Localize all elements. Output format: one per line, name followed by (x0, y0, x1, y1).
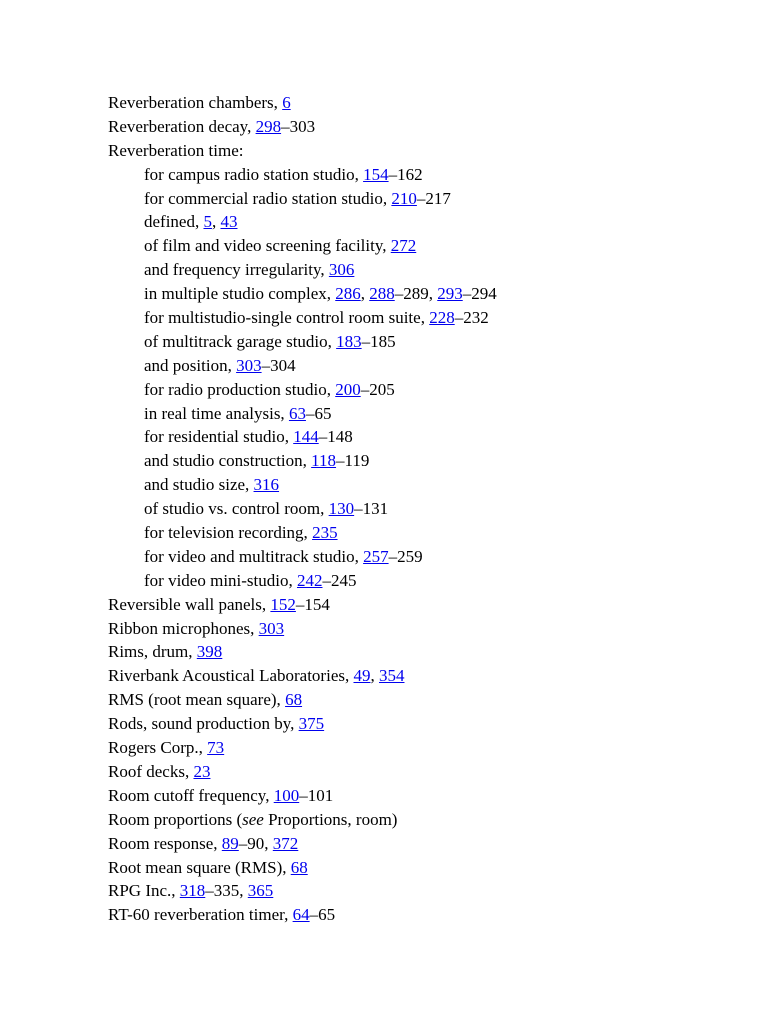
entry-text: Reverberation chambers, (108, 93, 283, 112)
index-subentry (108, 354, 728, 378)
page-link[interactable]: 354 (378, 666, 405, 686)
entry-text: , (370, 666, 379, 686)
index-entry (108, 115, 728, 139)
entry-text: in real time analysis, (144, 403, 289, 423)
index-entry (108, 736, 728, 760)
entry-text: –131 (354, 499, 389, 519)
page-link[interactable]: 64 (292, 905, 310, 925)
entry-text: and studio construction, (144, 451, 312, 471)
page-link[interactable]: 152 (270, 594, 296, 614)
page-link[interactable]: 235 (312, 523, 338, 543)
entry-text: –205 (360, 379, 395, 399)
entry-text: –232 (454, 308, 489, 328)
page-link[interactable]: 316 (253, 475, 280, 495)
index-subentry (108, 569, 728, 593)
index-entry (108, 808, 728, 832)
index-subentry (108, 521, 728, 545)
index-entry (108, 617, 728, 641)
page-link[interactable]: 68 (285, 690, 303, 710)
entry-text: –304 (261, 355, 296, 375)
index-entry (108, 91, 728, 115)
page-link[interactable]: 210 (391, 188, 417, 208)
entry-text: Reversible wall panels, (108, 594, 271, 614)
index-entry (108, 879, 728, 903)
entry-text: for television recording, (144, 523, 313, 543)
page-link[interactable]: 100 (273, 785, 300, 805)
entry-text: for video and multitrack studio, (144, 546, 364, 566)
entry-text: –101 (299, 785, 334, 805)
entry-text: Reverberation decay, (108, 116, 256, 136)
entry-text: and studio size, (144, 475, 254, 495)
page-link[interactable]: 144 (293, 427, 319, 447)
page-link[interactable]: 68 (290, 857, 308, 877)
entry-text: RT-60 reverberation timer, (108, 905, 293, 925)
entry-text: Rims, drum, (108, 642, 197, 662)
entry-text: Room proportions ( (108, 809, 243, 829)
index-entry (108, 760, 728, 784)
index-subentry (108, 282, 728, 306)
index-page (108, 91, 728, 927)
entry-text: of film and video screening facility, (144, 236, 391, 256)
index-subentry (108, 425, 728, 449)
page-link[interactable]: 242 (296, 570, 323, 590)
index-subentry (108, 187, 728, 211)
index-subentry (108, 402, 728, 426)
index-subentry (108, 449, 728, 473)
entry-text: Reverberation time: (108, 140, 244, 160)
index-entry (108, 664, 728, 688)
entry-text: for residential studio, (144, 427, 294, 447)
page-link[interactable]: 130 (328, 499, 355, 519)
page-link[interactable]: 306 (328, 260, 355, 280)
page-link[interactable]: 49 (353, 666, 371, 686)
page-link[interactable]: 228 (429, 308, 455, 328)
entry-text: Rogers Corp., (108, 738, 208, 758)
entry-text: –90, (238, 833, 273, 853)
page-link[interactable]: 318 (179, 881, 206, 901)
page-link[interactable]: 43 (220, 212, 238, 232)
entry-text: of studio vs. control room, (144, 499, 329, 519)
entry-text: and frequency irregularity, (144, 260, 329, 280)
index-entry (108, 688, 728, 712)
index-subentry (108, 306, 728, 330)
entry-text: for radio production studio, (144, 379, 336, 399)
index-subentry (108, 545, 728, 569)
entry-text: for video mini-studio, (144, 570, 297, 590)
page-link[interactable]: 6 (282, 93, 291, 112)
cross-reference-see: see (242, 809, 264, 829)
entry-text: –303 (281, 116, 316, 136)
page-link[interactable]: 303 (236, 355, 262, 375)
entry-text: –335, (205, 881, 248, 901)
page-link[interactable]: 200 (335, 379, 361, 399)
entry-text: defined, (144, 212, 204, 232)
index-entry (108, 640, 728, 664)
entry-text: Riverbank Acoustical Laboratories, (108, 666, 354, 686)
entry-text: Rods, sound production by, (108, 714, 299, 734)
entry-text: –294 (462, 284, 497, 304)
entry-text: Proportions, room) (263, 809, 398, 829)
page-link[interactable]: 286 (335, 284, 361, 304)
page-link[interactable]: 257 (363, 546, 389, 566)
page-link[interactable]: 398 (196, 642, 223, 662)
entry-text: –65 (305, 403, 332, 423)
entry-text: –154 (295, 594, 330, 614)
index-entry (108, 139, 728, 163)
page-link[interactable]: 23 (193, 761, 211, 781)
index-subentry (108, 258, 728, 282)
page-link[interactable]: 73 (207, 738, 225, 758)
entry-text: –245 (322, 570, 357, 590)
index-subentry (108, 497, 728, 521)
entry-text: in multiple studio complex, (144, 284, 336, 304)
page-link[interactable]: 5 (203, 212, 212, 232)
entry-text: RMS (root mean square), (108, 690, 286, 710)
index-entry (108, 856, 728, 880)
page-link[interactable]: 89 (221, 833, 239, 853)
index-subentry (108, 378, 728, 402)
entry-text: –148 (318, 427, 353, 447)
page-link[interactable]: 293 (437, 284, 463, 304)
entry-text: –289, (394, 284, 438, 304)
index-subentry (108, 473, 728, 497)
entry-text: –119 (336, 451, 370, 471)
index-entry (108, 832, 728, 856)
entry-text: Root mean square (RMS), (108, 857, 291, 877)
index-entry (108, 903, 728, 927)
index-subentry (108, 210, 728, 234)
index-entry (108, 784, 728, 808)
entry-text: Roof decks, (108, 761, 194, 781)
index-entry (108, 712, 728, 736)
page-link[interactable]: 365 (247, 881, 274, 901)
page-link[interactable]: 272 (390, 236, 417, 256)
page-link[interactable]: 154 (363, 164, 389, 184)
page-link[interactable]: 118 (311, 451, 337, 471)
index-subentry (108, 163, 728, 187)
entry-text: for commercial radio station studio, (144, 188, 392, 208)
entry-text: –185 (361, 331, 396, 351)
entry-text: Ribbon microphones, (108, 618, 259, 638)
index-subentry (108, 330, 728, 354)
entry-text: for campus radio station studio, (144, 164, 364, 184)
page-link[interactable]: 375 (298, 714, 325, 734)
entry-text: , (360, 284, 370, 304)
entry-text: for multistudio-single control room suite, (144, 308, 430, 328)
entry-text: RPG Inc., (108, 881, 180, 901)
entry-text: and position, (144, 355, 237, 375)
entry-text: –65 (309, 905, 336, 925)
index-entry (108, 593, 728, 617)
entry-text: Room response, (108, 833, 222, 853)
entry-text: of multitrack garage studio, (144, 331, 337, 351)
page-link[interactable]: 372 (272, 833, 299, 853)
page-link[interactable]: 303 (258, 618, 285, 638)
entry-text: –217 (416, 188, 451, 208)
page-link[interactable]: 288 (369, 284, 395, 304)
entry-text: Room cutoff frequency, (108, 785, 274, 805)
page-link[interactable]: 183 (336, 331, 362, 351)
page-link[interactable]: 63 (288, 403, 306, 423)
page-link[interactable]: 298 (255, 116, 282, 136)
entry-text: , (211, 212, 221, 232)
index-subentry (108, 234, 728, 258)
entry-text: –259 (388, 546, 423, 566)
entry-text: –162 (388, 164, 423, 184)
